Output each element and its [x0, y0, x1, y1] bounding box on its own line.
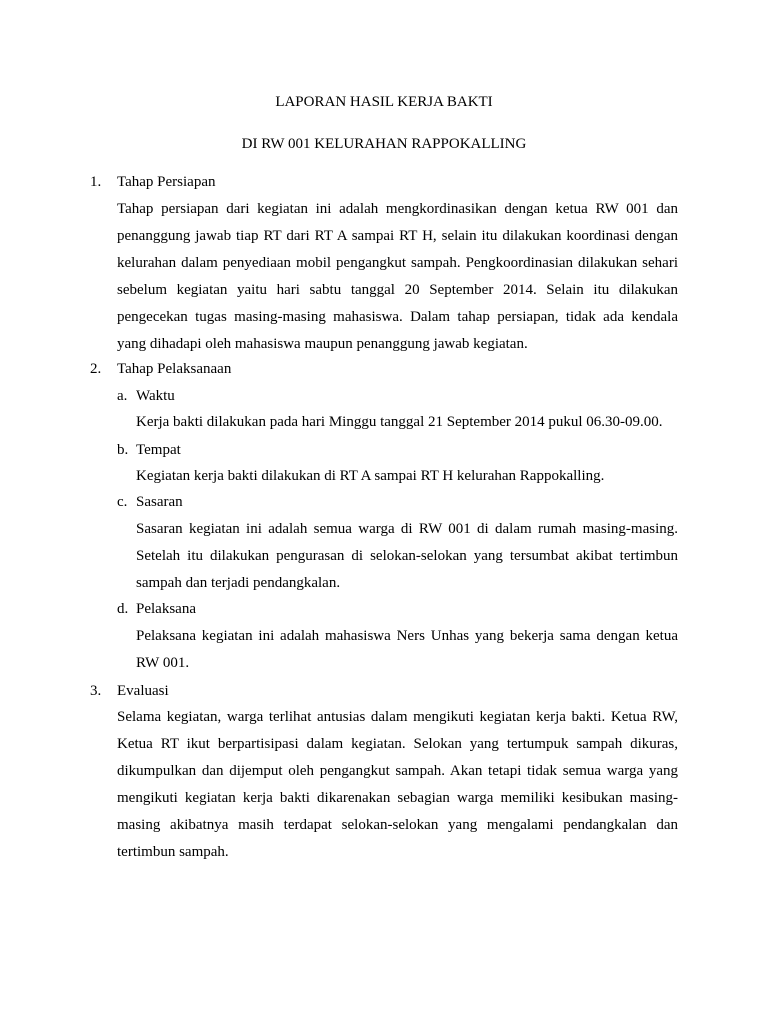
subsection-heading: Sasaran	[136, 494, 183, 510]
subsection-paragraph: Kegiatan kerja bakti dilakukan di RT A sampai RT H kelurahan Rappokalling.	[136, 468, 605, 484]
section-heading: Tahap Persiapan	[117, 174, 216, 190]
section-heading: Evaluasi	[117, 683, 169, 699]
subsection-heading: Tempat	[136, 442, 181, 458]
section-paragraph: Tahap persiapan dari kegiatan ini adalah mengkordinasikan dengan ketua RW 001 dan penanggung jawab tiap RT dari RT A sampai RT H, selain itu dilakukan koordinasi dengan kelurahan dalam penyediaan mobil pengangkut sampah. Pengkoordinasian dilakukan sehari sebelum kegiatan yaitu hari sabtu tanggal 20 September 2014. Selain itu dilakukan pengecekan tugas masing-masing mahasiswa. Dalam tahap persiapan, tidak ada kendala yang dihadapi oleh mahasiswa maupun penanggung jawab kegiatan.	[117, 201, 678, 352]
section-paragraph: Selama kegiatan, warga terlihat antusias dalam mengikuti kegiatan kerja bakti. Ketua RW, Ketua RT ikut berpartisipasi dalam kegiatan. Selokan yang tertumpuk sampah dikuras, dikumpulkan dan dijemput oleh pengangkut sampah. Akan tetapi tidak semua warga yang mengikuti kegiatan kerja bakti dikarenakan sebagian warga memiliki kesibukan masing-masing akibatnya masih terdapat selokan-selokan yang mengalami pendangkalan dan tertimbun sampah.	[117, 709, 678, 860]
section-number: 2.	[90, 361, 102, 377]
section-number: 3.	[90, 683, 102, 699]
document-title: LAPORAN HASIL KERJA BAKTI	[275, 94, 493, 110]
subsection-letter: c.	[117, 494, 128, 510]
subsection-paragraph: Pelaksana kegiatan ini adalah mahasiswa Ners Unhas yang bekerja sama dengan ketua RW 001.	[136, 628, 678, 671]
section-heading: Tahap Pelaksanaan	[117, 361, 232, 377]
subsection-letter: b.	[117, 442, 129, 458]
subsection-heading: Waktu	[136, 388, 175, 404]
subsection-letter: a.	[117, 388, 128, 404]
subsection-heading: Pelaksana	[136, 601, 196, 617]
subsection-paragraph: Kerja bakti dilakukan pada hari Minggu tanggal 21 September 2014 pukul 06.30-09.00.	[136, 414, 663, 430]
section-number: 1.	[90, 174, 102, 190]
subsection-letter: d.	[117, 601, 129, 617]
subsection-paragraph: Sasaran kegiatan ini adalah semua warga di RW 001 di dalam rumah masing-masing. Setelah itu dilakukan pengurasan di selokan-selokan yang tersumbat akibat tertimbun sampah dan terjadi pendangkalan.	[136, 521, 678, 591]
document-subtitle: DI RW 001 KELURAHAN RAPPOKALLING	[241, 136, 527, 152]
